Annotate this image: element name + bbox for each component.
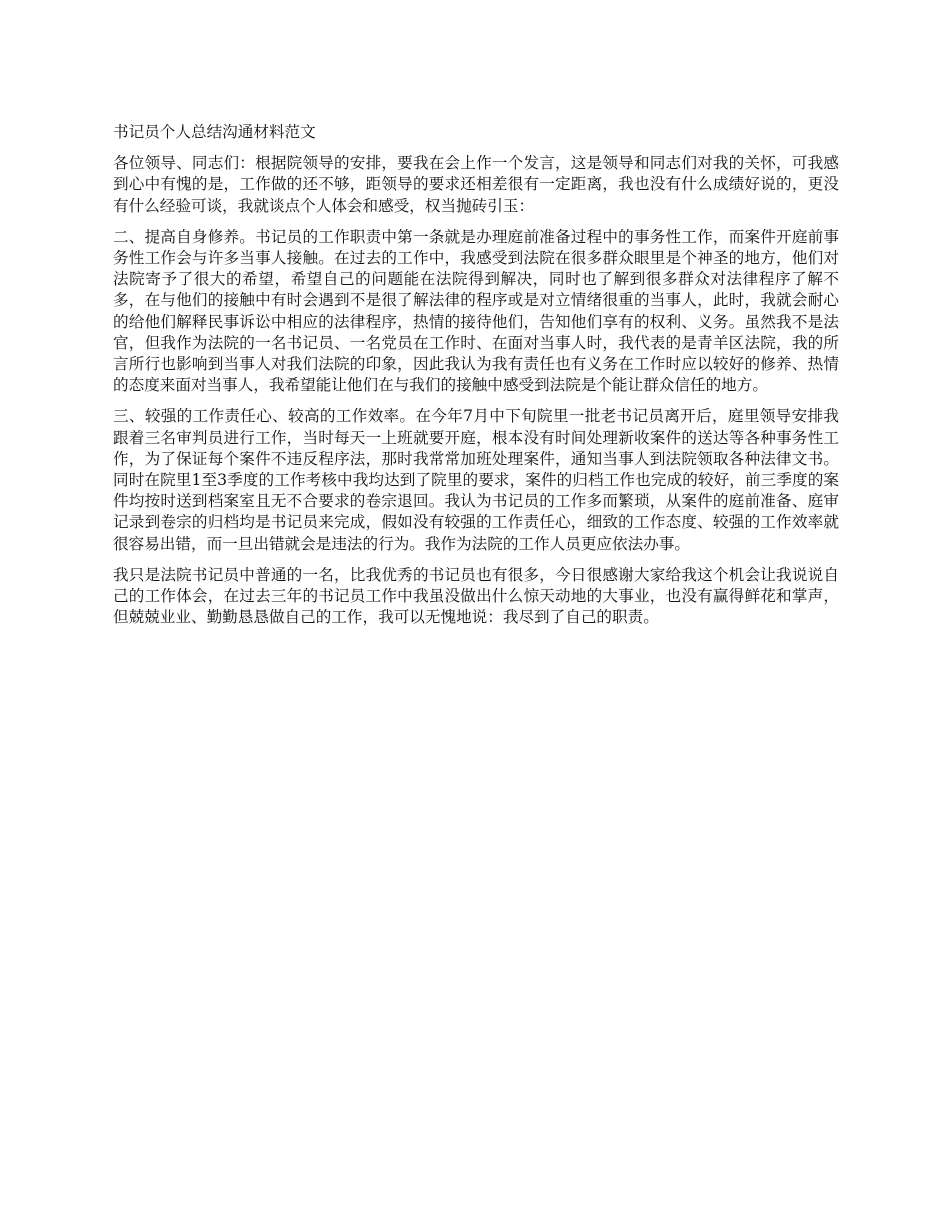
- paragraph-closing: 我只是法院书记员中普通的一名，比我优秀的书记员也有很多，今日很感谢大家给我这个机会让我说说自己的工作体会，在过去三年的书记员工作中我虽没做出什么惊天动地的大事业，也没有赢得鲜花和掌声，但兢兢业业、勤勤恳恳做自己的工作，我可以无愧地说：我尽到了自己的职责。: [113, 565, 839, 627]
- paragraph-self-cultivation: 二、提高自身修养。书记员的工作职责中第一条就是办理庭前准备过程中的事务性工作，而案件开庭前事务性工作会与许多当事人接触。在过去的工作中，我感受到法院在很多群众眼里是个神圣的地方，他们对法院寄予了很大的希望，希望自己的问题能在法院得到解决，同时也了解到很多群众对法律程序了解不多，在与他们的接触中有时会遇到不是很了解法律的程序或是对立情绪很重的当事人，此时，我就会耐心的给他们解释民事诉讼中相应的法律程序，热情的接待他们，告知他们享有的权利、义务。虽然我不是法官，但我作为法院的一名书记员、一名党员在工作时、在面对当事人时，我代表的是青羊区法院，我的所言所行也影响到当事人对我们法院的印象，因此我认为我有责任也有义务在工作时应以较好的修养、热情的态度来面对当事人，我希望能让他们在与我们的接触中感受到法院是个能让群众信任的地方。: [113, 227, 839, 395]
- paragraph-opening: 各位领导、同志们：根据院领导的安排，要我在会上作一个发言，这是领导和同志们对我的关怀，可我感到心中有愧的是，工作做的还不够，距领导的要求还相差很有一定距离，我也没有什么成绩好说的，更没有什么经验可谈，我就谈点个人体会和感受，权当抛砖引玉：: [113, 154, 839, 215]
- document-page: [113, 122, 839, 638]
- paragraph-responsibility: 三、较强的工作责任心、较高的工作效率。在今年7月中下旬院里一批老书记员离开后，庭里领导安排我跟着三名审判员进行工作，当时每天一上班就要开庭，根本没有时间处理新收案件的送达等各种事务性工作，为了保证每个案件不违反程序法，那时我常常加班处理案件，通知当事人到法院领取各种法律文书。同时在院里1至3季度的工作考核中我均达到了院里的要求，案件的归档工作也完成的较好，前三季度的案件均按时送到档案室且无不合要求的卷宗退回。我认为书记员的工作多而繁琐，从案件的庭前准备、庭审记录到卷宗的归档均是书记员来完成，假如没有较强的工作责任心，细致的工作态度、较强的工作效率就很容易出错，而一旦出错就会是违法的行为。我作为法院的工作人员更应依法办事。: [113, 407, 839, 553]
- document-title: 书记员个人总结沟通材料范文: [113, 123, 316, 141]
